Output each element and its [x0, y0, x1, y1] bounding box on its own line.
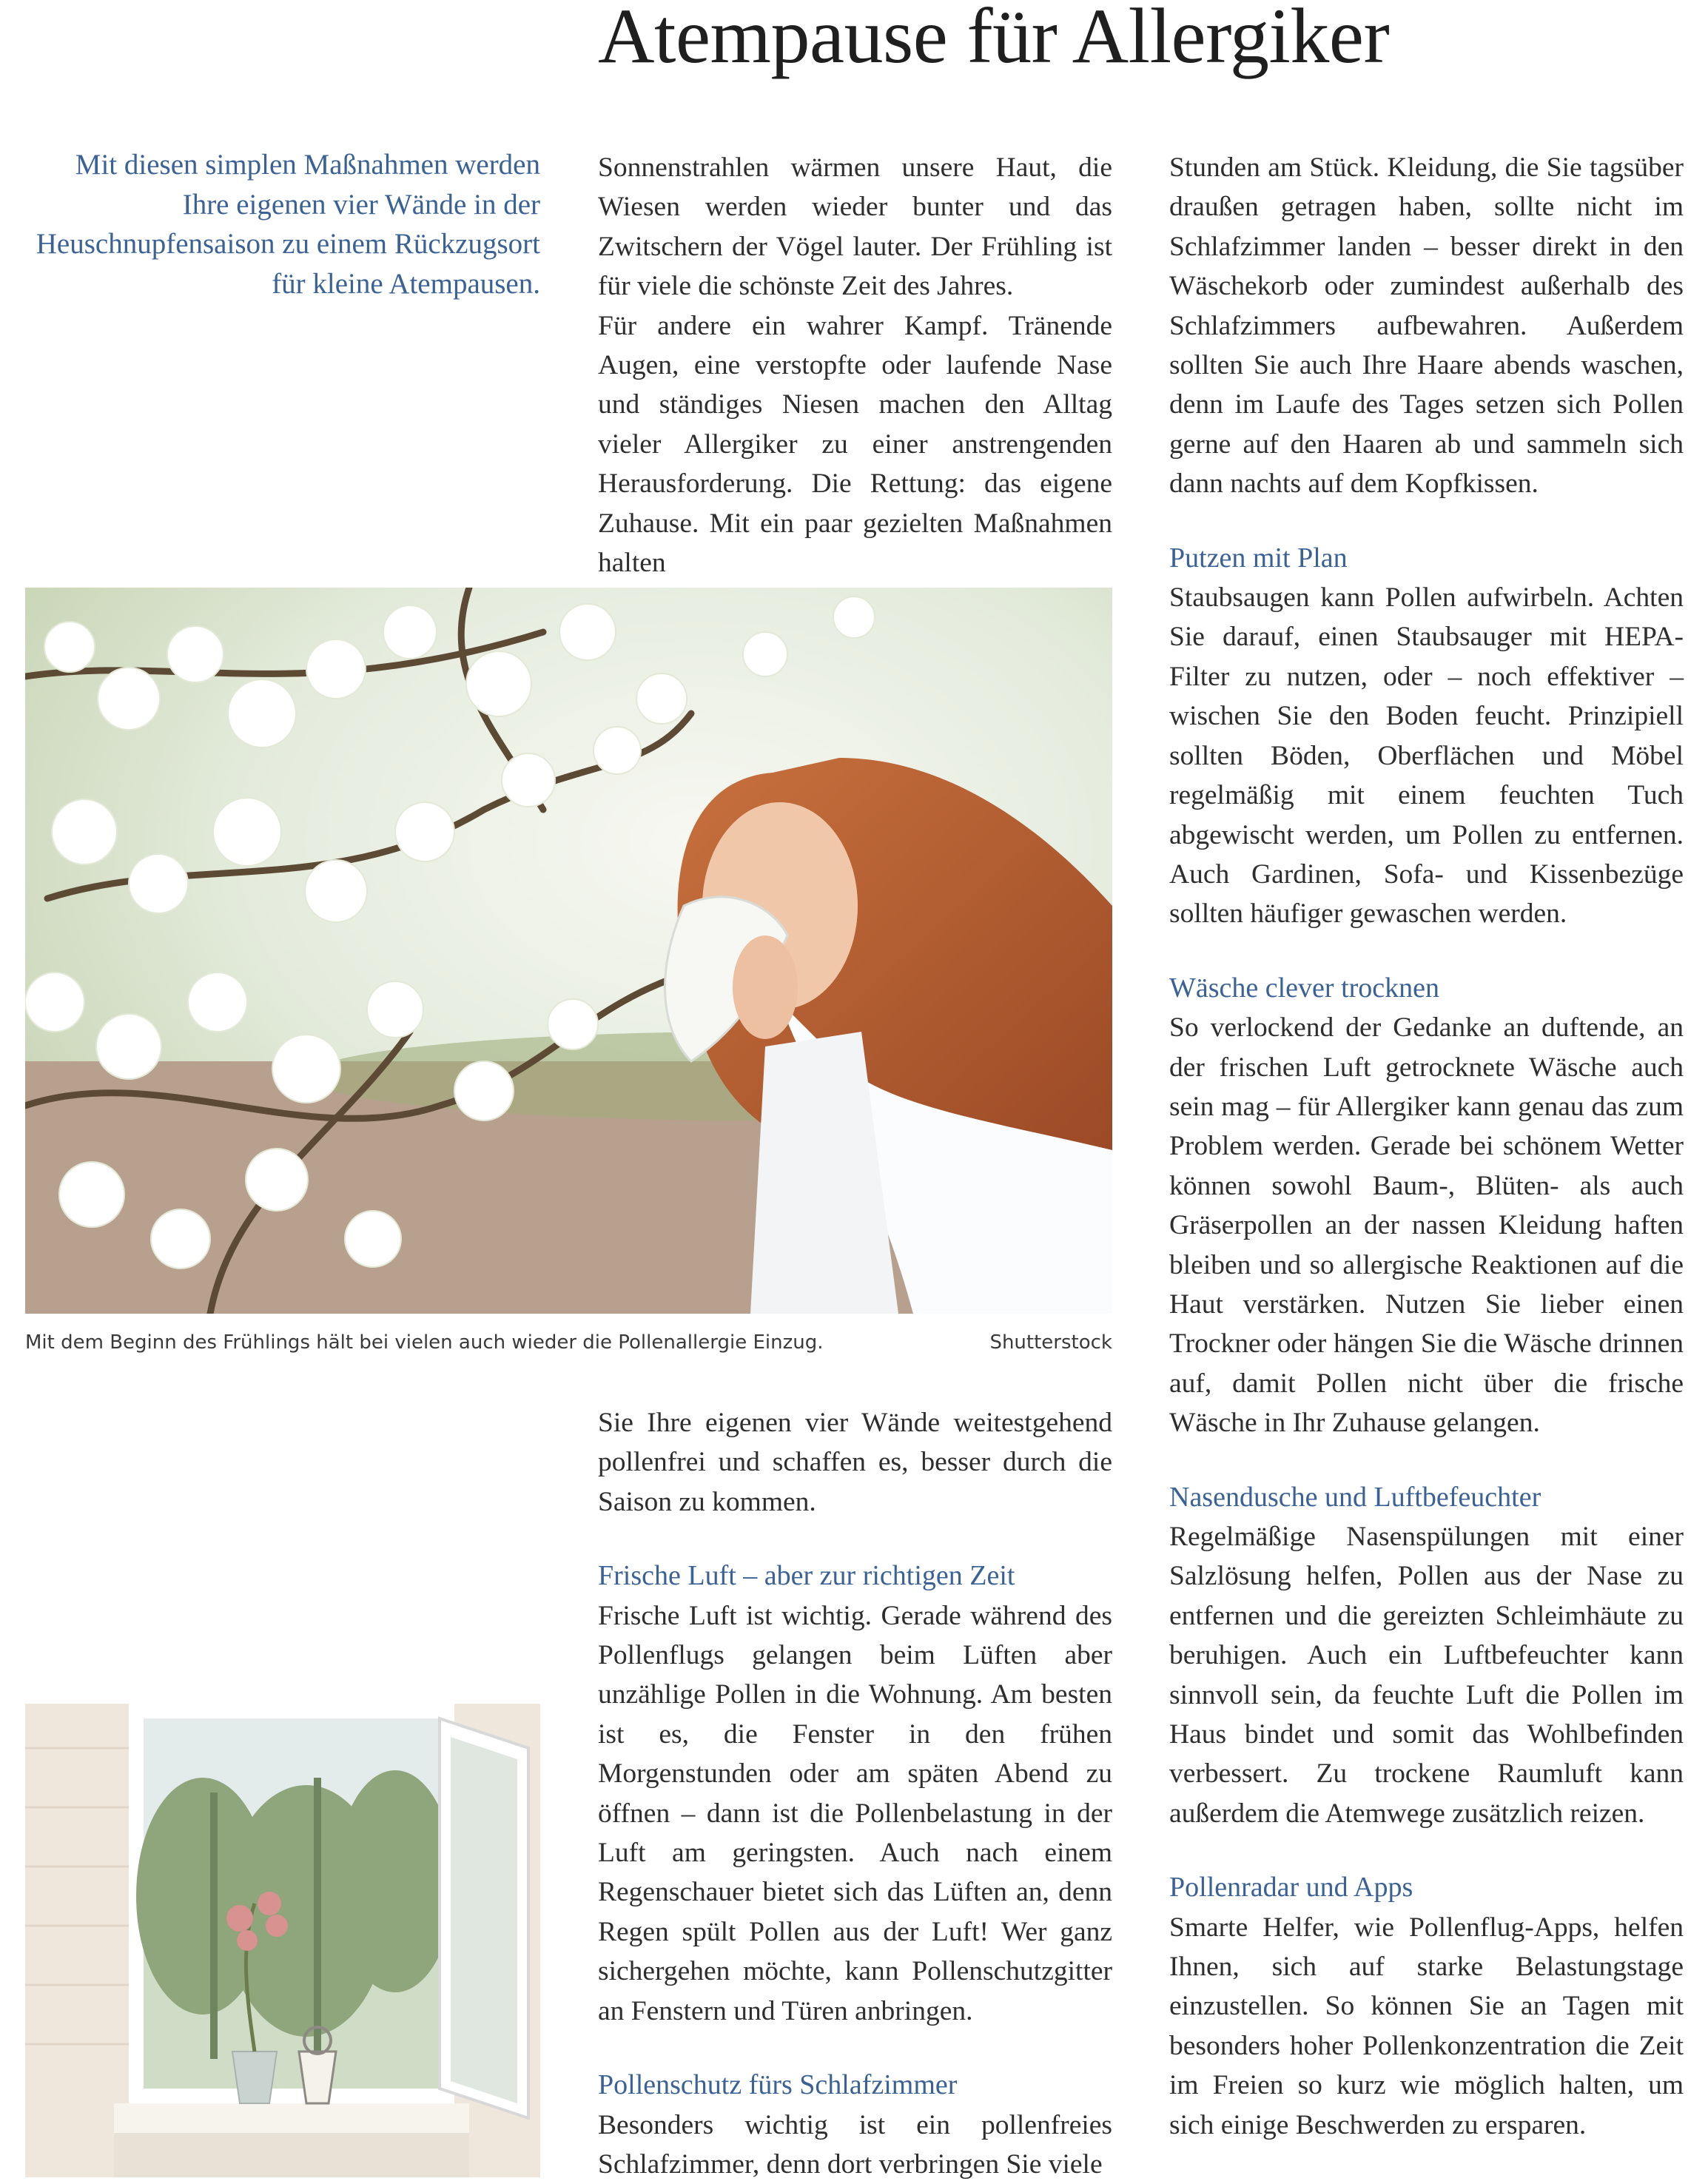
section-body-putzen: Staubsaugen kann Pollen aufwirbeln. Achten Sie darauf, einen Staubsauger mit HEPA-Filter zu nutzen, oder – noch effektiver – wischen Sie den Boden feucht. Prinzipiell sollten Böden, Oberflächen und Möbel regelmäßig mit einem feuchten Tuch abgewischt werden, um Pollen zu entfernen. Auch Gardinen, Sofa- und Kissenbezüge sollten häufiger gewaschen werden.	[1169, 582, 1684, 930]
section-heading-schlafzimmer: Pollenschutz fürs Schlafzimmer	[598, 2069, 958, 2101]
column-2-bottom	[598, 1403, 1112, 2184]
photo-window-orchid	[25, 1704, 540, 2177]
section-body-schlafzimmer: Besonders wichtig ist ein pollenfreies Schlafzimmer, denn dort verbringen Sie viele	[598, 2109, 1112, 2180]
section-body-frische-luft: Frische Luft ist wichtig. Gerade während des Pollenflugs gelangen beim Lüften aber unzählige Pollen in die Wohnung. Am besten ist es, die Fenster in den frühen Morgenstunden oder am späten Abend zu öffnen – dann ist die Pollenbelastung in der Luft am geringsten. Auch nach einem Regenschauer bietet sich das Lüften an, denn Regen spült Pollen aus der Luft! Wer ganz sichergehen möchte, kann Pollenschutzgitter an Fenstern und Türen anbringen.	[598, 1600, 1112, 2026]
section-body-nasendusche: Regelmäßige Nasenspülungen mit einer Salzlösung helfen, Pollen aus der Nase zu entfernen und die gereizten Schleimhäute zu beruhigen. Auch ein Luftbefeuchter kann sinnvoll sein, da feuchte Luft die Pollen im Haus bindet und somit das Wohlbefinden verbessert. Zu trockene Raumluft kann außerdem die Atemwege zusätzlich reizen.	[1169, 1522, 1684, 1829]
section-heading-waesche: Wäsche clever trocknen	[1169, 972, 1440, 1004]
photo-caption	[25, 1329, 1112, 1356]
article-intro: Mit diesen simplen Maßnahmen werden Ihre eigenen vier Wände in der Heuschnupfensaison zu einem Rückzugsort für kleine Atempausen.	[36, 149, 540, 300]
paragraph: Sonnenstrahlen wärmen unsere Haut, die Wiesen werden wieder bunter und das Zwitschern der Vögel lauter. Der Frühling ist für viele die schönste Zeit des Jahres.	[598, 152, 1112, 302]
allergy-photo-illustration	[25, 588, 1112, 1314]
column-2-top	[598, 148, 1112, 582]
caption-text: Mit dem Beginn des Frühlings hält bei vielen auch wieder die Pollenallergie Einzug.	[25, 1331, 824, 1354]
photo-credit: Shutterstock	[989, 1331, 1112, 1354]
window-photo-illustration	[25, 1704, 540, 2177]
section-body-pollenradar: Smarte Helfer, wie Pollenflug-Apps, helfen Ihnen, sich auf starke Belastungstage einzustellen. So können Sie an Tagen mit besonders hoher Pollenkonzentration die Zeit im Freien so kurz wie möglich halten, um sich einige Beschwerden zu ersparen.	[1169, 1912, 1684, 2140]
section-heading-putzen: Putzen mit Plan	[1169, 542, 1348, 574]
section-heading-nasendusche: Nasendusche und Luftbefeuchter	[1169, 1481, 1541, 1513]
section-body-schlafzimmer-continued: Stunden am Stück. Kleidung, die Sie tagsüber draußen getragen haben, sollte nicht im Schlafzimmer landen – besser direkt in den Wäschekorb oder zumindest außerhalb des Schlafzimmers aufbewahren. Außerdem sollten Sie auch Ihre Haare abends waschen, denn im Laufe des Tages setzen sich Pollen gerne auf den Haaren ab und sammeln sich dann nachts auf dem Kopfkissen.	[1169, 152, 1684, 500]
section-body-waesche: So verlockend der Gedanke an duftende, an der frischen Luft getrocknete Wäsche auch sein mag – für Allergiker kann genau das zum Problem werden. Gerade bei schönem Wetter können sowohl Baum-, Blüten- als auch Gräserpollen an der nassen Kleidung haften bleiben und so allergische Reaktionen auf die Haut verstärken. Nutzen Sie lieber einen Trockner oder hängen Sie die Wäsche drinnen auf, damit Pollen nicht über die frische Wäsche in Ihr Zuhause gelangen.	[1169, 1012, 1684, 1439]
article-title: Atempause für Allergiker	[598, 0, 1390, 79]
section-heading-frische-luft: Frische Luft – aber zur richtigen Zeit	[598, 1560, 1015, 1592]
paragraph: Sie Ihre eigenen vier Wände weitestgehend pollenfrei und schaffen es, besser durch die Saison zu kommen.	[598, 1408, 1112, 1517]
paragraph: Für andere ein wahrer Kampf. Tränende Augen, eine verstopfte oder laufende Nase und ständiges Niesen machen den Alltag vieler Allergiker zu einer anstrengenden Herausforderung. Die Rettung: das eigene Zuhause. Mit ein paar gezielten Maßnahmen halten	[598, 310, 1112, 579]
column-3	[1169, 148, 1684, 2145]
photo-allergy-woman	[25, 588, 1112, 1314]
section-heading-pollenradar: Pollenradar und Apps	[1169, 1872, 1413, 1904]
